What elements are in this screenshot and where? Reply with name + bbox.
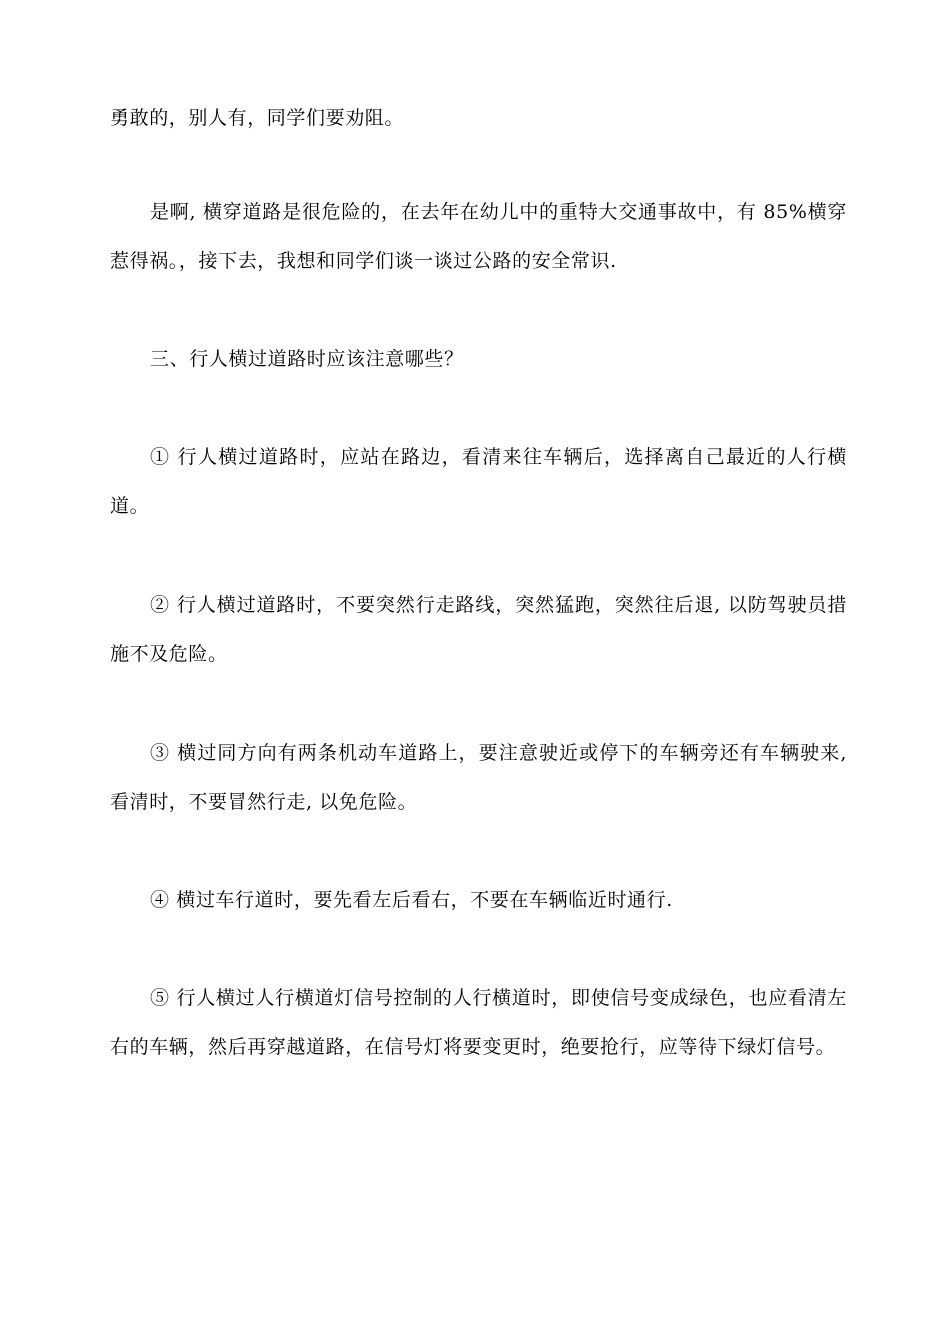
paragraph-continuation: 勇敢的，别人有，同学们要劝阻。: [110, 107, 405, 129]
section-heading: 三、行人横过道路时应该注意哪些？: [150, 348, 464, 370]
list-item-4: ④ 横过车行道时，要先看左后看右，不要在车辆临近时通行.: [150, 889, 673, 911]
list-item-5: ⑤ 行人横过人行横道灯信号控制的人行横道时，即使信号变成绿色，也应看清左右的车辆，然后再穿越道路，在信号灯将要变更时，绝要抢行，应等待下绿灯信号。: [110, 987, 847, 1058]
list-item-3: ③ 横过同方向有两条机动车道路上，要注意驶近或停下的车辆旁还有车辆驶来, 看清时，不要冒然行走, 以免危险。: [110, 742, 847, 813]
paragraph-statistics: 是啊, 横穿道路是很危险的，在去年在幼儿中的重特大交通事故中，有 85%横穿惹得祸。，接下去，我想和同学们谈一谈过公路的安全常识.: [110, 201, 847, 272]
list-item-2: ② 行人横过道路时，不要突然行走路线，突然猛跑，突然往后退, 以防驾驶员措施不及危险。: [110, 594, 847, 665]
list-item-1: ① 行人横过道路时，应站在路边，看清来往车辆后，选择离自己最近的人行横道。: [110, 446, 847, 517]
